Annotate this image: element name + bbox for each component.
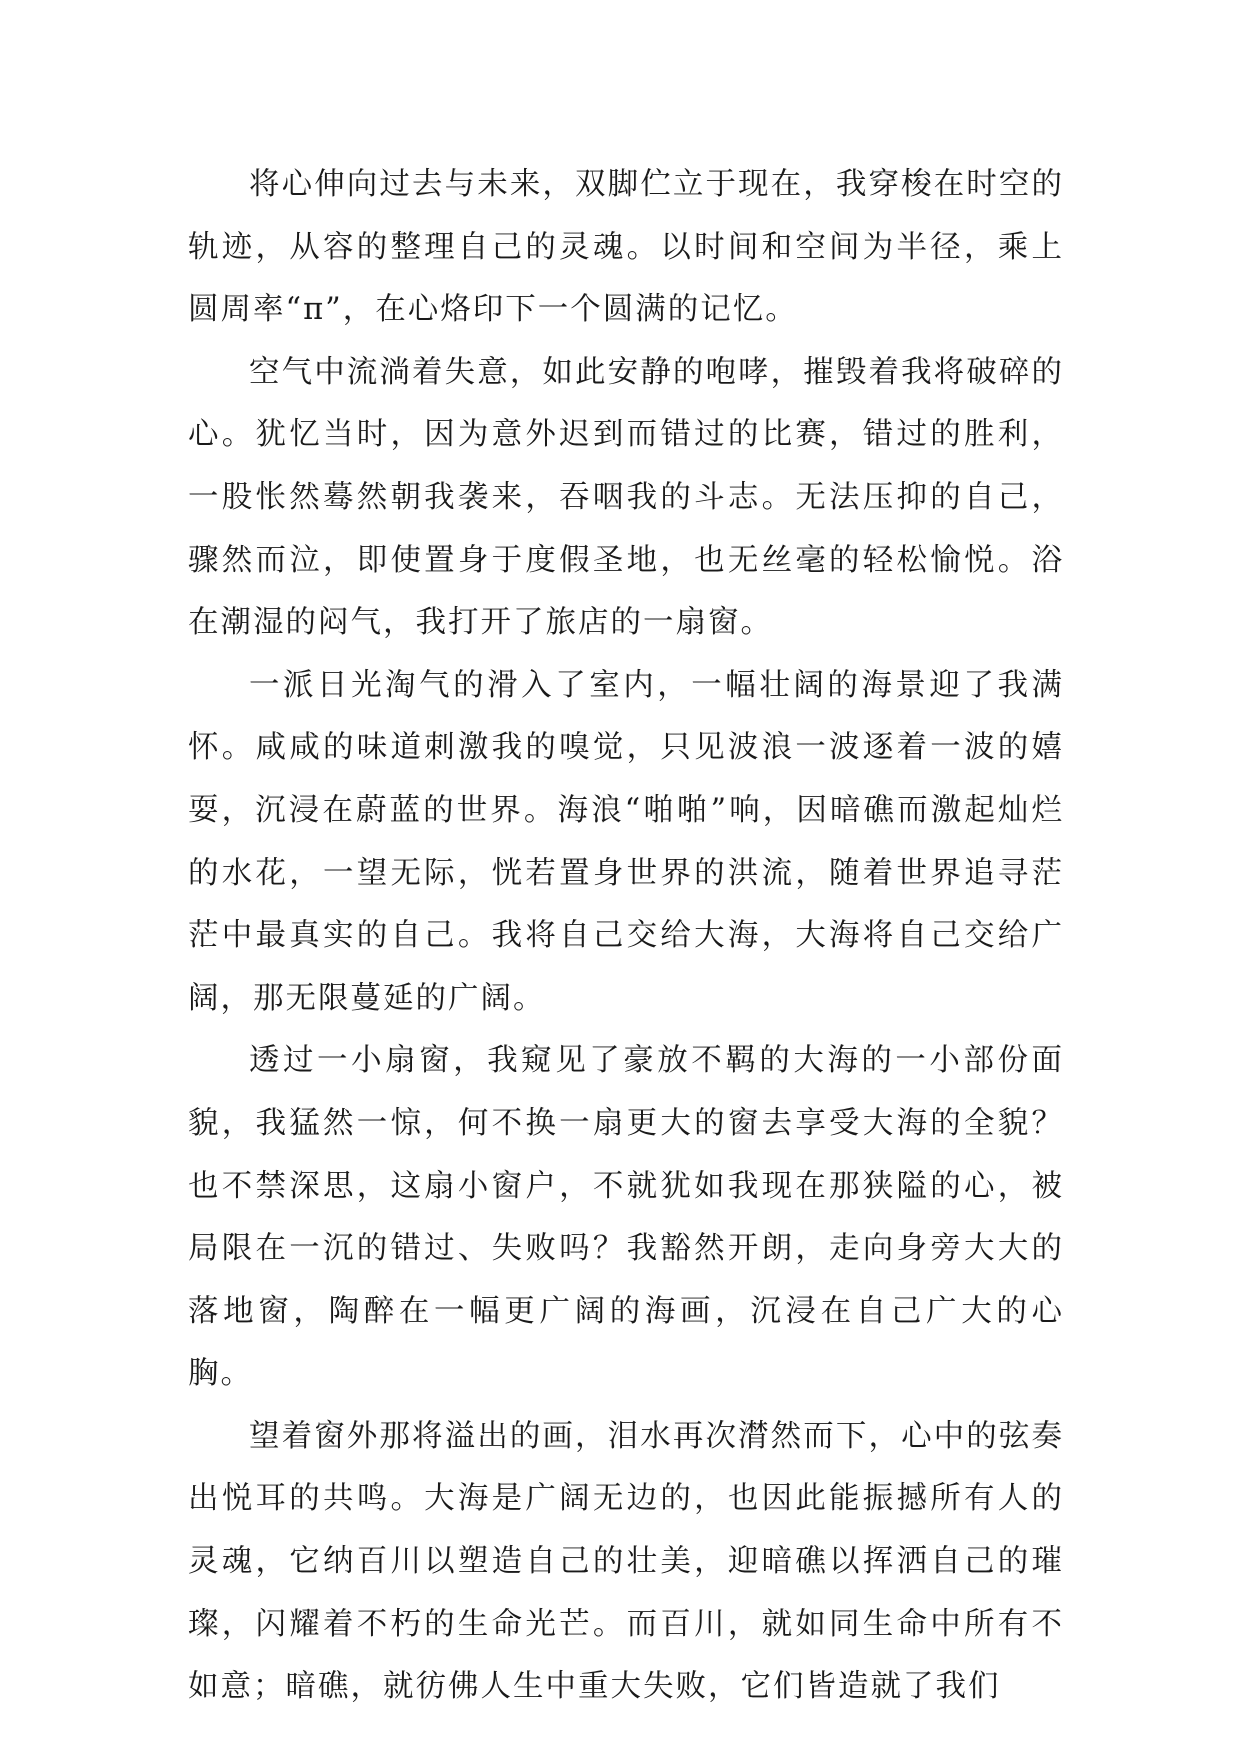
paragraph-2: 空气中流淌着失意，如此安静的咆哮，摧毁着我将破碎的心。犹忆当时，因为意外迟到而错过的比赛，错过的胜利，一股怅然蓦然朝我袭来，吞咽我的斗志。无法压抑的自己，骤然而泣，即使置身于度假圣地，也无丝毫的轻松愉悦。浴在潮湿的闷气，我打开了旅店的一扇窗。: [188, 354, 1064, 641]
paragraph-1: 将心伸向过去与未来，双脚伫立于现在，我穿梭在时空的轨迹，从容的整理自己的灵魂。以时间和空间为半径，乘上圆周率“π”，在心烙印下一个圆满的记忆。: [188, 167, 1064, 328]
paragraph-3: 一派日光淘气的滑入了室内，一幅壮阔的海景迎了我满怀。咸咸的味道刺激我的嗅觉，只见波浪一波逐着一波的嬉耍，沉浸在蔚蓝的世界。海浪“啪啪”响，因暗礁而激起灿烂的水花，一望无际，恍若置身世界的洪流，随着世界追寻茫茫中最真实的自己。我将自己交给大海，大海将自己交给广阔，那无限蔓延的广阔。: [188, 667, 1064, 1016]
paragraph-5: 望着窗外那将溢出的画，泪水再次潸然而下，心中的弦奏出悦耳的共鸣。大海是广阔无边的，也因此能振撼所有人的灵魂，它纳百川以塑造自己的壮美，迎暗礁以挥洒自己的璀璨，闪耀着不朽的生命光芒。而百川，就如同生命中所有不如意；暗礁，就彷佛人生中重大失败，它们皆造就了我们: [188, 1418, 1064, 1705]
essay-body: [188, 154, 1064, 1719]
paragraph-4: 透过一小扇窗，我窥见了豪放不羁的大海的一小部份面貌，我猛然一惊，何不换一扇更大的窗去享受大海的全貌？也不禁深思，这扇小窗户，不就犹如我现在那狭隘的心，被局限在一沉的错过、失败吗？我豁然开朗，走向身旁大大的落地窗，陶醉在一幅更广阔的海画，沉浸在自己广大的心胸。: [188, 1043, 1064, 1392]
